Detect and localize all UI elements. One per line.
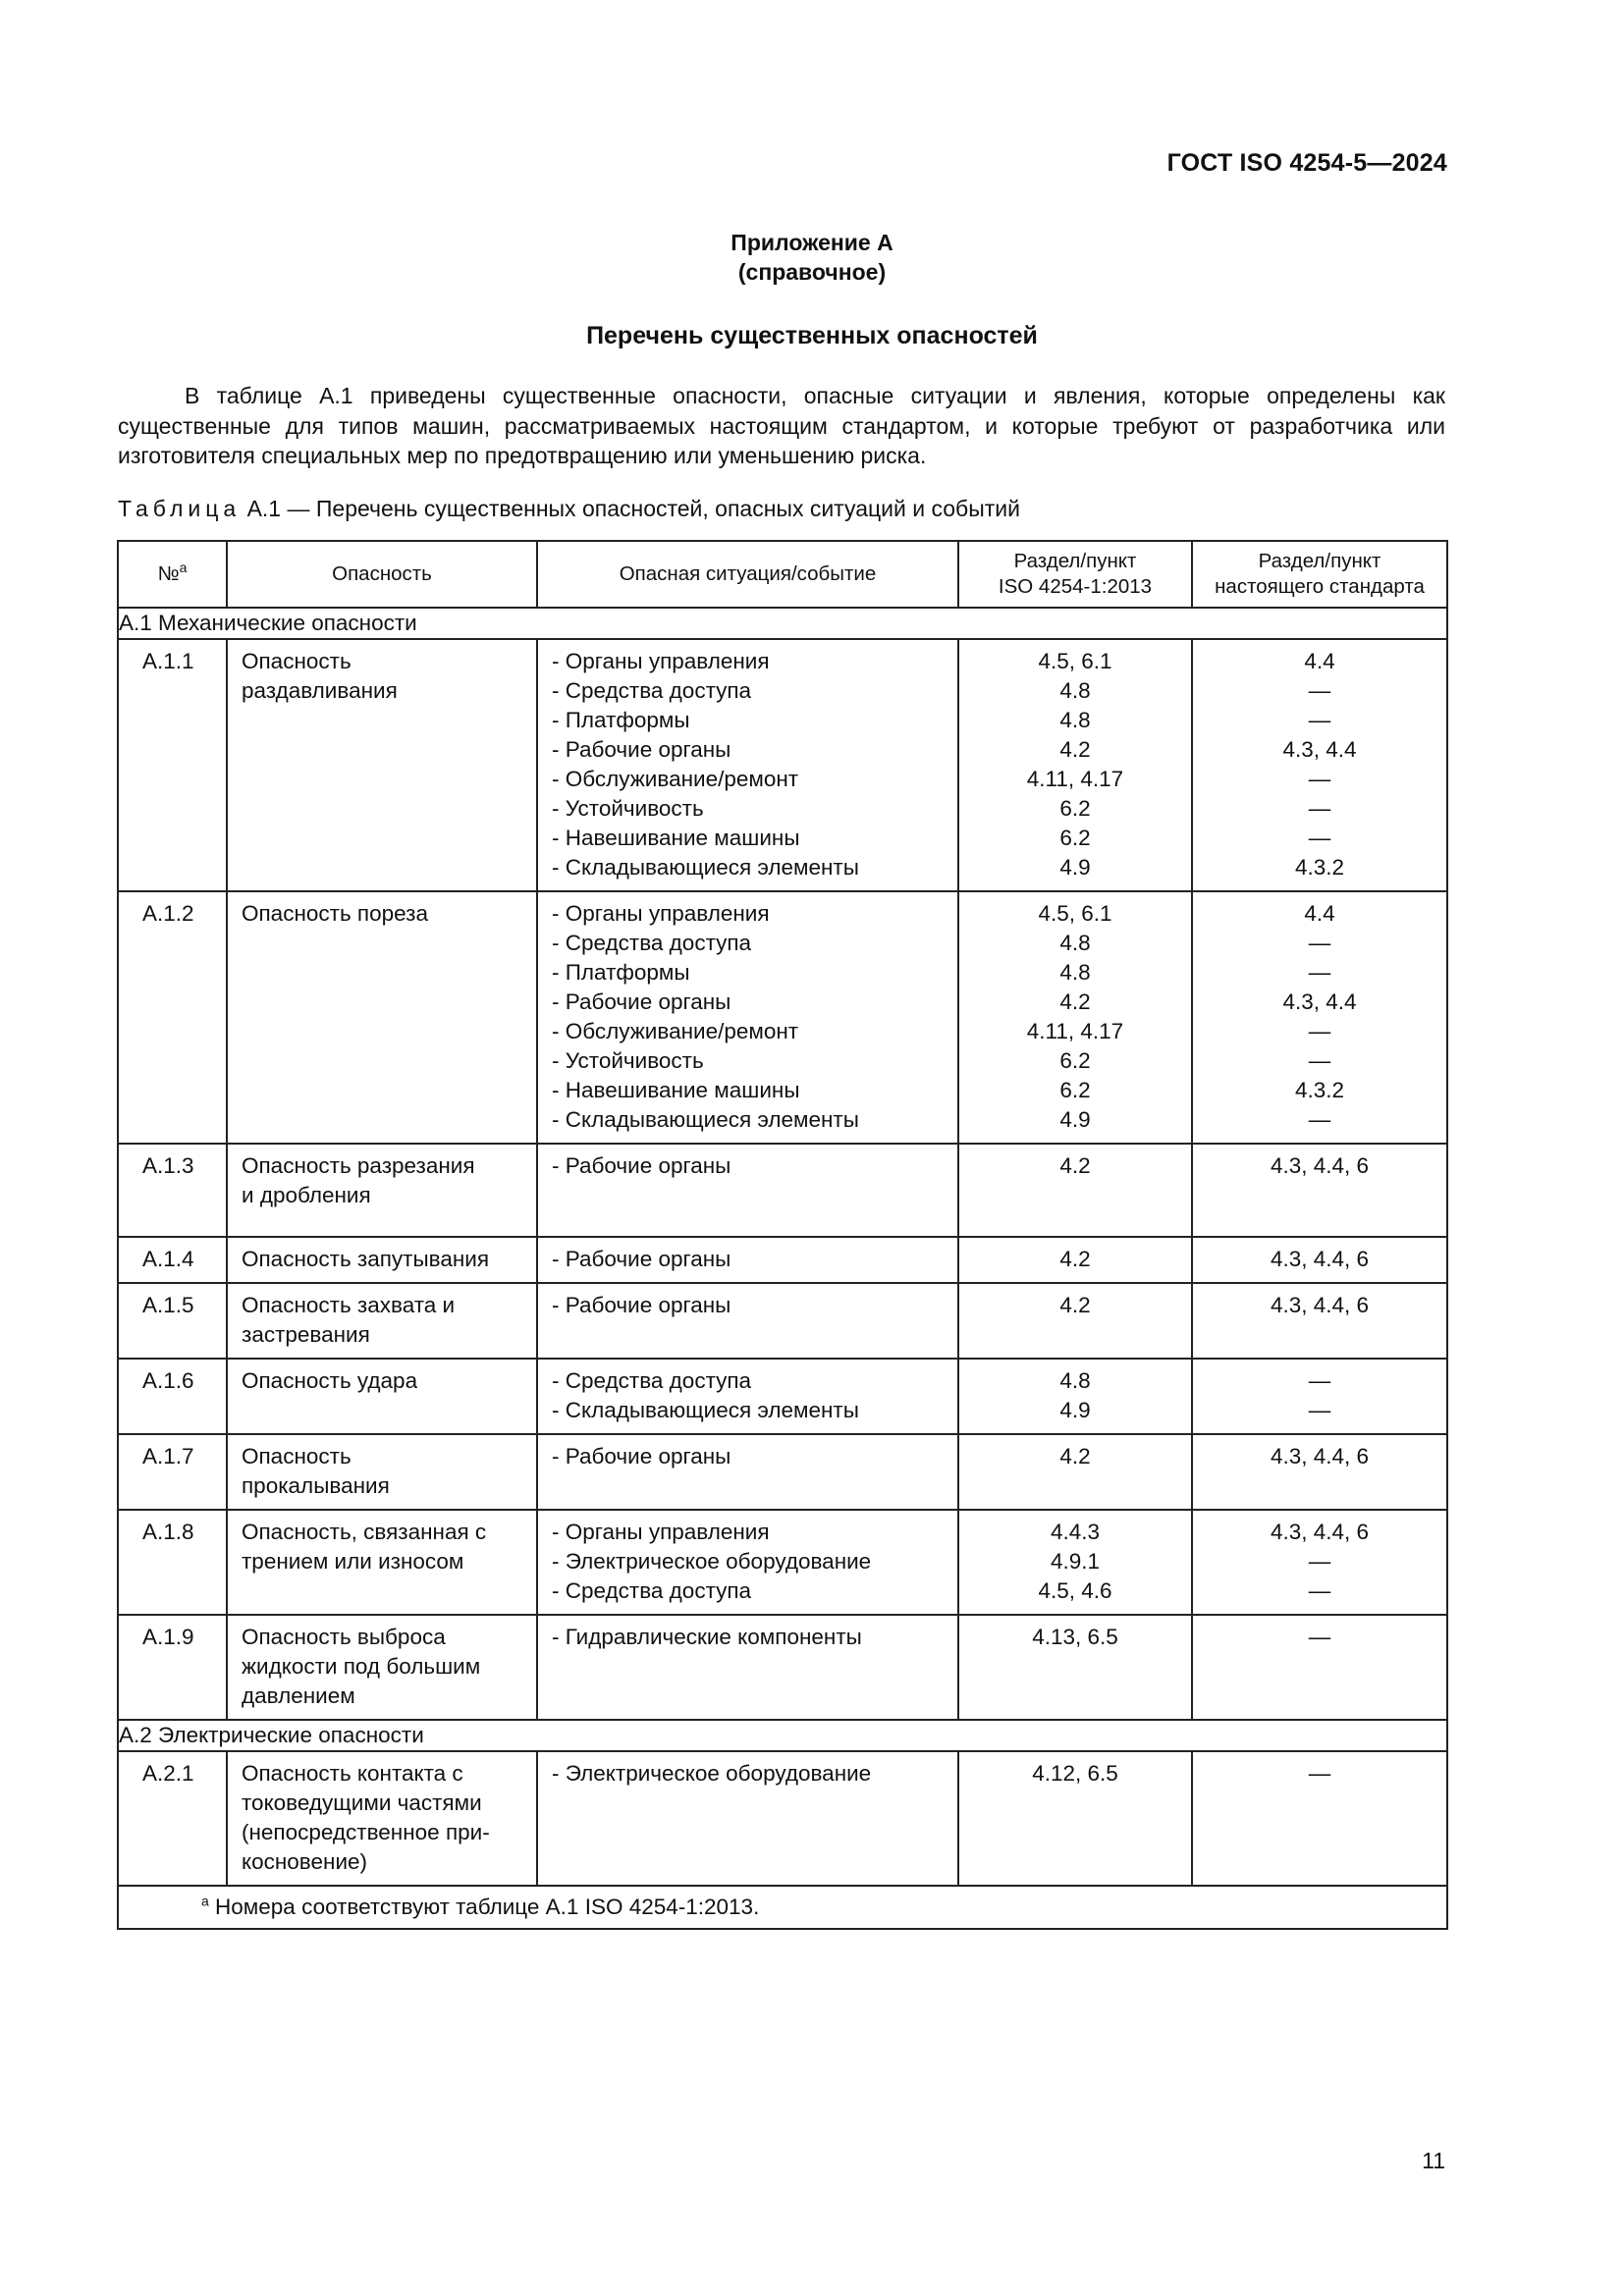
- hazard-line: жидкости под большим: [242, 1654, 481, 1679]
- row-number: А.1.5: [118, 1283, 227, 1359]
- row-number: А.1.4: [118, 1237, 227, 1283]
- hazard-line: давлением: [242, 1683, 355, 1708]
- situations-line: - Органы управления: [552, 1520, 770, 1544]
- row-number: А.1.6: [118, 1359, 227, 1434]
- situations-line: - Рабочие органы: [552, 989, 731, 1014]
- section-row-electrical: [118, 1720, 1447, 1751]
- row-iso-refs: [958, 1510, 1192, 1615]
- situations-line: - Рабочие органы: [552, 1153, 731, 1178]
- header-number-text: №: [157, 562, 180, 585]
- row-iso-refs: [958, 1434, 1192, 1510]
- situations-line: - Средства доступа: [552, 1578, 752, 1603]
- header-std-ref-line2: настоящего стандарта: [1215, 575, 1425, 598]
- row-situations: [537, 1434, 958, 1510]
- iso_refs-line: 4.9: [1059, 1398, 1091, 1422]
- situations-line: - Средства доступа: [552, 1368, 752, 1393]
- header-std-ref: [1192, 541, 1447, 608]
- row-situations: [537, 1283, 958, 1359]
- situations-line: - Складывающиеся элементы: [552, 855, 859, 880]
- row-iso-refs: [958, 639, 1192, 891]
- std_refs-line: 4.3, 4.4, 6: [1270, 1444, 1370, 1468]
- situations-line: - Электрическое оборудование: [552, 1549, 872, 1574]
- row-situations: [537, 639, 958, 891]
- table-row: [118, 1615, 1447, 1720]
- iso_refs-line: 4.2: [1059, 1293, 1091, 1317]
- header-number-footnote-marker: a: [179, 560, 188, 576]
- situations-line: - Рабочие органы: [552, 1293, 731, 1317]
- hazards-table: [117, 540, 1448, 1930]
- iso_refs-line: 4.9: [1059, 855, 1091, 880]
- iso_refs-line: 4.5, 6.1: [1038, 901, 1112, 926]
- hazard-line: Опасность запутывания: [242, 1247, 490, 1271]
- iso_refs-line: 4.2: [1059, 1153, 1091, 1178]
- std_refs-line: —: [1308, 678, 1331, 703]
- hazard-line: Опасность захвата и: [242, 1293, 456, 1317]
- row-iso-refs: [958, 1237, 1192, 1283]
- iso_refs-line: 4.5, 4.6: [1038, 1578, 1112, 1603]
- iso_refs-line: 4.9.1: [1050, 1549, 1101, 1574]
- iso_refs-line: 4.8: [1059, 931, 1091, 955]
- table-footnote-row: [118, 1886, 1447, 1929]
- std_refs-line: 4.3, 4.4: [1282, 737, 1357, 762]
- std_refs-line: —: [1308, 796, 1331, 821]
- header-iso-ref: [958, 541, 1192, 608]
- footnote-marker: a: [201, 1893, 209, 1909]
- section-title: Перечень существенных опасностей: [586, 322, 1038, 349]
- table-row: [118, 1144, 1447, 1237]
- row-hazard: [227, 1434, 537, 1510]
- row-number: А.1.1: [118, 639, 227, 891]
- table-caption-text: — Перечень существенных опасностей, опасных ситуаций и событий: [281, 496, 1020, 521]
- section-title-mechanical: А.1 Механические опасности: [118, 608, 1447, 639]
- iso_refs-line: 6.2: [1059, 1078, 1091, 1102]
- row-iso-refs: [958, 1283, 1192, 1359]
- table-caption-number: А.1: [246, 496, 282, 521]
- row-situations: [537, 1510, 958, 1615]
- table-row: [118, 1237, 1447, 1283]
- row-number: А.1.7: [118, 1434, 227, 1510]
- hazard-line: Опасность контакта с: [242, 1761, 463, 1786]
- row-std-refs: [1192, 639, 1447, 891]
- std_refs-line: 4.3, 4.4, 6: [1270, 1247, 1370, 1271]
- std_refs-line: 4.3, 4.4, 6: [1270, 1520, 1370, 1544]
- situations-line: - Средства доступа: [552, 931, 752, 955]
- situations-line: - Рабочие органы: [552, 1247, 731, 1271]
- row-std-refs: [1192, 891, 1447, 1144]
- row-situations: [537, 1751, 958, 1886]
- iso_refs-line: 4.8: [1059, 708, 1091, 732]
- row-hazard: [227, 1751, 537, 1886]
- situations-line: - Складывающиеся элементы: [552, 1398, 859, 1422]
- row-std-refs: [1192, 1359, 1447, 1434]
- row-hazard: [227, 1237, 537, 1283]
- row-hazard: [227, 1283, 537, 1359]
- iso_refs-line: 4.2: [1059, 1247, 1091, 1271]
- row-std-refs: [1192, 1615, 1447, 1720]
- std_refs-line: —: [1308, 1048, 1331, 1073]
- hazard-line: раздавливания: [242, 678, 398, 703]
- table-header-row: [118, 541, 1447, 608]
- row-situations: [537, 1144, 958, 1237]
- table-caption-label: Таблица: [118, 496, 242, 521]
- std_refs-line: 4.3.2: [1294, 1078, 1345, 1102]
- row-situations: [537, 1359, 958, 1434]
- footnote-text: Номера соответствуют таблице А.1 ISO 4254-1:2013.: [208, 1895, 760, 1919]
- situations-line: - Рабочие органы: [552, 1444, 731, 1468]
- appendix-title: Приложение А: [731, 230, 893, 255]
- section-title-electrical: А.2 Электрические опасности: [118, 1720, 1447, 1751]
- intro-paragraph: В таблице А.1 приведены существенные опасности, опасные ситуации и явления, которые определены как существенные для типов машин, рассматриваемых настоящим стандартом, и которые требуют от разработчика или изготовителя специальных мер по предотвращению или уменьшению риска.: [118, 383, 1445, 468]
- row-hazard: [227, 1359, 537, 1434]
- std_refs-line: 4.3, 4.4, 6: [1270, 1293, 1370, 1317]
- iso_refs-line: 4.9: [1059, 1107, 1091, 1132]
- std_refs-line: —: [1308, 767, 1331, 791]
- iso_refs-line: 4.2: [1059, 989, 1091, 1014]
- row-iso-refs: [958, 1359, 1192, 1434]
- hazard-line: Опасность: [242, 1444, 352, 1468]
- hazard-line: Опасность, связанная с: [242, 1520, 487, 1544]
- header-situation: Опасная ситуация/событие: [537, 541, 958, 608]
- row-iso-refs: [958, 1615, 1192, 1720]
- situations-line: - Рабочие органы: [552, 737, 731, 762]
- row-situations: [537, 1615, 958, 1720]
- row-hazard: [227, 1510, 537, 1615]
- row-hazard: [227, 639, 537, 891]
- table-row: [118, 1434, 1447, 1510]
- hazard-line: токоведущими частями: [242, 1790, 482, 1815]
- std_refs-line: —: [1308, 1761, 1331, 1786]
- iso_refs-line: 4.2: [1059, 737, 1091, 762]
- std_refs-line: —: [1308, 931, 1331, 955]
- row-iso-refs: [958, 1751, 1192, 1886]
- row-number: А.1.8: [118, 1510, 227, 1615]
- hazard-line: Опасность удара: [242, 1368, 418, 1393]
- row-std-refs: [1192, 1510, 1447, 1615]
- situations-line: - Устойчивость: [552, 796, 704, 821]
- iso_refs-line: 4.4.3: [1050, 1520, 1101, 1544]
- iso_refs-line: 6.2: [1059, 826, 1091, 850]
- table-footnote: [118, 1886, 1447, 1929]
- std_refs-line: —: [1308, 826, 1331, 850]
- table-row: [118, 639, 1447, 891]
- iso_refs-line: 4.5, 6.1: [1038, 649, 1112, 673]
- hazard-line: косновение): [242, 1849, 368, 1874]
- row-hazard: [227, 1144, 537, 1237]
- std_refs-line: —: [1308, 1625, 1331, 1649]
- section-row-mechanical: [118, 608, 1447, 639]
- hazard-line: трением или износом: [242, 1549, 464, 1574]
- table-row: [118, 1510, 1447, 1615]
- situations-line: - Органы управления: [552, 649, 770, 673]
- iso_refs-line: 6.2: [1059, 1048, 1091, 1073]
- std_refs-line: 4.4: [1304, 649, 1335, 673]
- std_refs-line: —: [1308, 960, 1331, 985]
- row-number: А.2.1: [118, 1751, 227, 1886]
- appendix-heading: [0, 228, 1624, 287]
- hazard-line: и дробления: [242, 1183, 371, 1207]
- situations-line: - Обслуживание/ремонт: [552, 1019, 799, 1043]
- header-number: [118, 541, 227, 608]
- situations-line: - Платформы: [552, 708, 690, 732]
- row-std-refs: [1192, 1283, 1447, 1359]
- hazard-line: прокалывания: [242, 1473, 390, 1498]
- situations-line: - Электрическое оборудование: [552, 1761, 872, 1786]
- row-iso-refs: [958, 1144, 1192, 1237]
- std_refs-line: —: [1308, 1368, 1331, 1393]
- iso_refs-line: 4.12, 6.5: [1032, 1761, 1118, 1786]
- row-number: А.1.2: [118, 891, 227, 1144]
- row-situations: [537, 1237, 958, 1283]
- std_refs-line: 4.3, 4.4: [1282, 989, 1357, 1014]
- iso_refs-line: 6.2: [1059, 796, 1091, 821]
- row-std-refs: [1192, 1434, 1447, 1510]
- iso_refs-line: 4.11, 4.17: [1026, 1019, 1124, 1043]
- header-iso-ref-line2: ISO 4254-1:2013: [998, 575, 1153, 598]
- iso_refs-line: 4.8: [1059, 1368, 1091, 1393]
- hazard-line: Опасность разрезания: [242, 1153, 475, 1178]
- situations-line: - Гидравлические компоненты: [552, 1625, 862, 1649]
- table-caption: [118, 496, 1020, 522]
- hazard-line: Опасность: [242, 649, 352, 673]
- situations-line: - Обслуживание/ремонт: [552, 767, 799, 791]
- situations-line: - Складывающиеся элементы: [552, 1107, 859, 1132]
- standard-code-header: ГОСТ ISO 4254-5—2024: [1166, 149, 1447, 177]
- iso_refs-line: 4.8: [1059, 960, 1091, 985]
- situations-line: - Платформы: [552, 960, 690, 985]
- std_refs-line: 4.3, 4.4, 6: [1270, 1153, 1370, 1178]
- std_refs-line: 4.3.2: [1294, 855, 1345, 880]
- hazard-line: Опасность выброса: [242, 1625, 446, 1649]
- iso_refs-line: 4.11, 4.17: [1026, 767, 1124, 791]
- row-number: А.1.3: [118, 1144, 227, 1237]
- header-iso-ref-line1: Раздел/пункт: [1013, 550, 1137, 572]
- table-row: [118, 1359, 1447, 1434]
- row-std-refs: [1192, 1237, 1447, 1283]
- header-std-ref-line1: Раздел/пункт: [1258, 550, 1381, 572]
- situations-line: - Средства доступа: [552, 678, 752, 703]
- header-hazard: Опасность: [227, 541, 537, 608]
- std_refs-line: —: [1308, 1019, 1331, 1043]
- row-std-refs: [1192, 1144, 1447, 1237]
- row-situations: [537, 891, 958, 1144]
- row-std-refs: [1192, 1751, 1447, 1886]
- std_refs-line: —: [1308, 708, 1331, 732]
- std_refs-line: —: [1308, 1578, 1331, 1603]
- appendix-subtitle: (справочное): [737, 259, 887, 285]
- row-number: А.1.9: [118, 1615, 227, 1720]
- iso_refs-line: 4.13, 6.5: [1032, 1625, 1118, 1649]
- std_refs-line: 4.4: [1304, 901, 1335, 926]
- situations-line: - Устойчивость: [552, 1048, 704, 1073]
- table-row: [118, 1751, 1447, 1886]
- std_refs-line: —: [1308, 1107, 1331, 1132]
- hazard-line: (непосредственное при-: [242, 1820, 490, 1844]
- iso_refs-line: 4.8: [1059, 678, 1091, 703]
- hazard-line: Опасность пореза: [242, 901, 428, 926]
- situations-line: - Органы управления: [552, 901, 770, 926]
- situations-line: - Навешивание машины: [552, 826, 800, 850]
- situations-line: - Навешивание машины: [552, 1078, 800, 1102]
- iso_refs-line: 4.2: [1059, 1444, 1091, 1468]
- row-iso-refs: [958, 891, 1192, 1144]
- row-hazard: [227, 891, 537, 1144]
- std_refs-line: —: [1308, 1398, 1331, 1422]
- std_refs-line: —: [1308, 1549, 1331, 1574]
- row-hazard: [227, 1615, 537, 1720]
- table-row: [118, 891, 1447, 1144]
- hazard-line: застревания: [242, 1322, 370, 1347]
- table-row: [118, 1283, 1447, 1359]
- page-number: 11: [1422, 2148, 1445, 2173]
